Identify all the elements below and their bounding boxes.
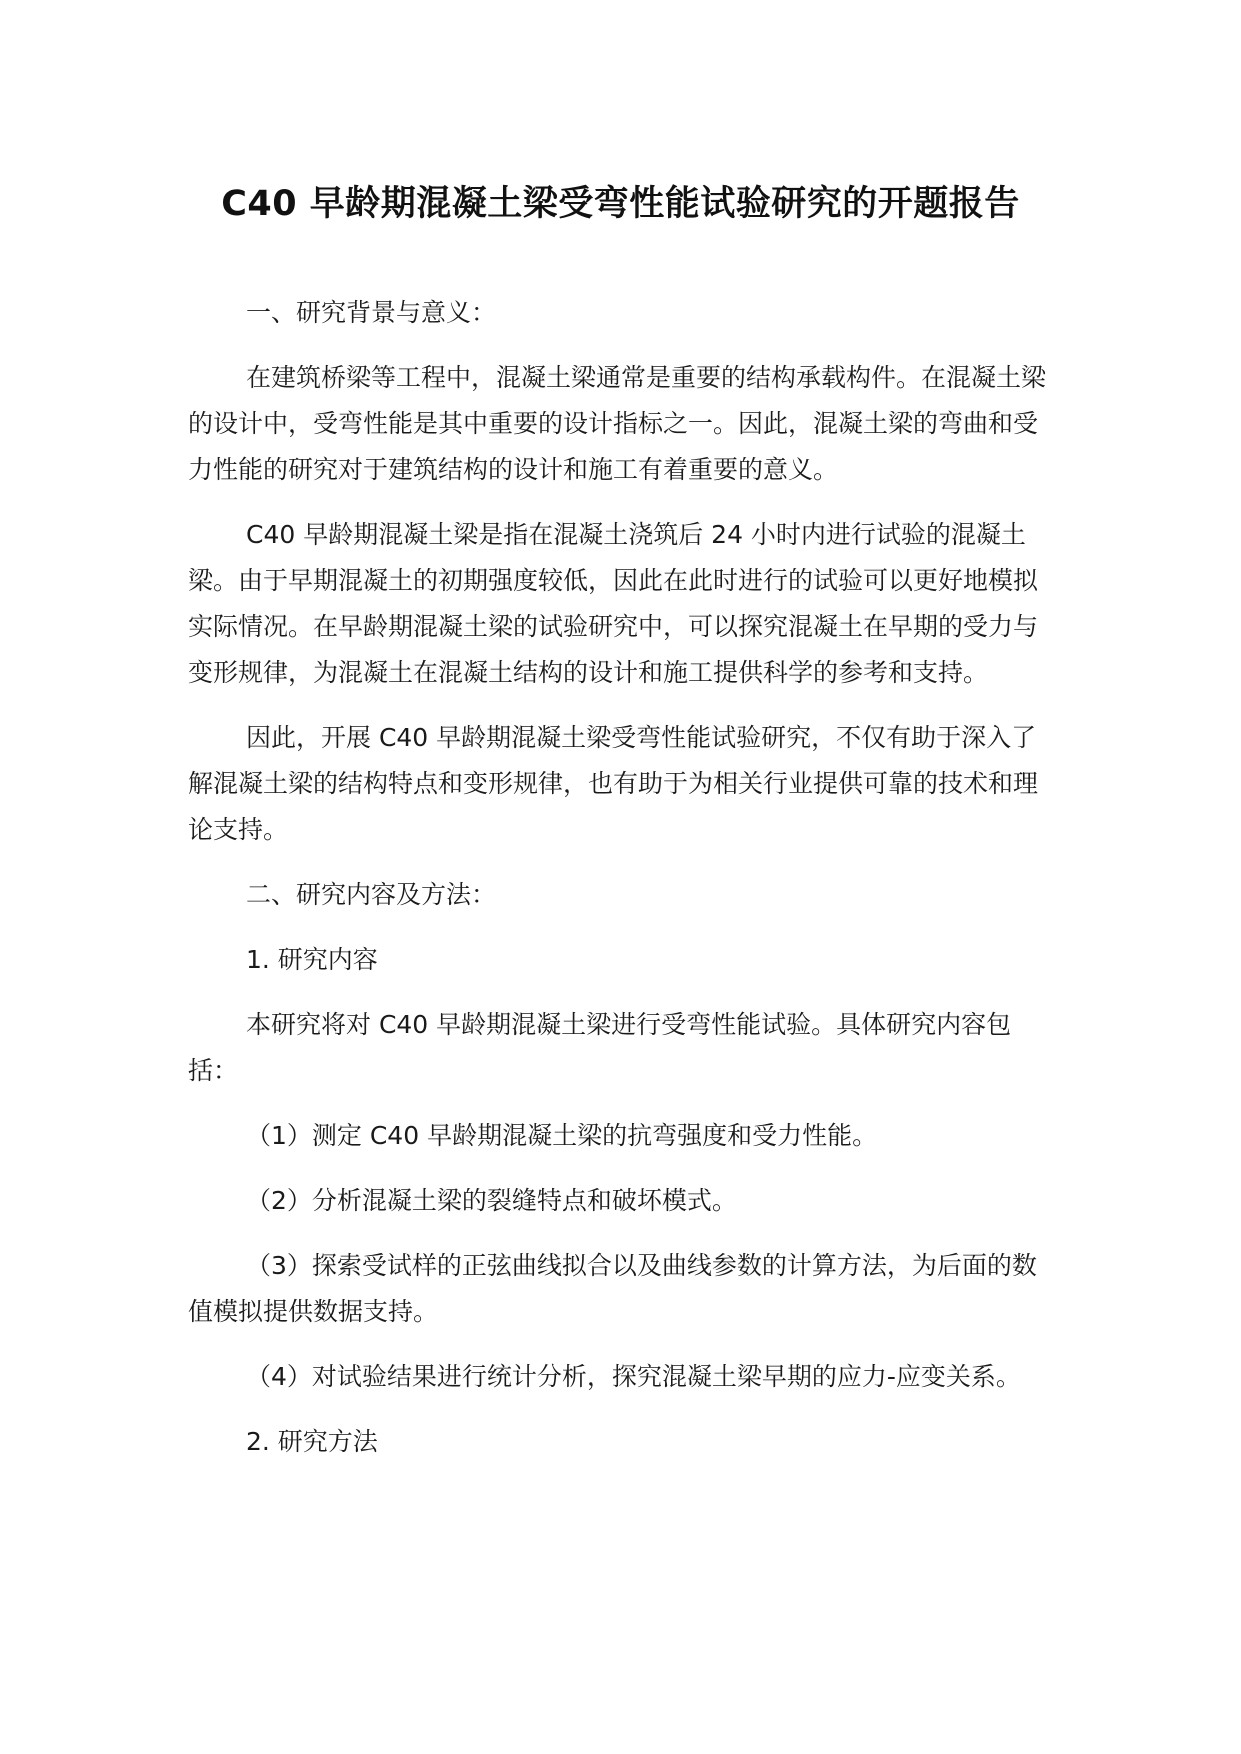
- list-item-2: （2）分析混凝土梁的裂缝特点和破坏模式。: [246, 1186, 737, 1215]
- subheading-research-method: 2. 研究方法: [246, 1427, 378, 1456]
- subheading-research-content: 1. 研究内容: [246, 945, 378, 974]
- section-heading-background: 一、研究背景与意义：: [246, 298, 497, 327]
- paragraph-background-2: C40 早龄期混凝土梁是指在混凝土浇筑后 24 小时内进行试验的混凝土梁。由于早期混凝土的初期强度较低，因此在此时进行的试验可以更好地模拟实际情况。在早龄期混凝土梁的试验研究中，可以探究混凝土在早期的受力与变形规律，为混凝土在混凝土结构的设计和施工提供科学的参考和支持。: [188, 520, 1039, 687]
- document-body: [188, 290, 1058, 1484]
- paragraph-background-3: 因此，开展 C40 早龄期混凝土梁受弯性能试验研究，不仅有助于深入了解混凝土梁的结构特点和变形规律，也有助于为相关行业提供可靠的技术和理论支持。: [188, 723, 1039, 844]
- list-item-4: （4）对试验结果进行统计分析，探究混凝土梁早期的应力-应变关系。: [246, 1362, 1021, 1391]
- document-title: C40 早龄期混凝土梁受弯性能试验研究的开题报告: [221, 184, 1020, 224]
- list-item-3: （3）探索受试样的正弦曲线拟合以及曲线参数的计算方法，为后面的数值模拟提供数据支持。: [188, 1251, 1037, 1326]
- section-heading-content-method: 二、研究内容及方法：: [246, 880, 497, 909]
- paragraph-background-1: 在建筑桥梁等工程中，混凝土梁通常是重要的结构承载构件。在混凝土梁的设计中，受弯性能是其中重要的设计指标之一。因此，混凝土梁的弯曲和受力性能的研究对于建筑结构的设计和施工有着重要的意义。: [188, 363, 1047, 484]
- list-item-1: （1）测定 C40 早龄期混凝土梁的抗弯强度和受力性能。: [246, 1121, 878, 1150]
- paragraph-research-content: 本研究将对 C40 早龄期混凝土梁进行受弯性能试验。具体研究内容包括：: [188, 1010, 1012, 1085]
